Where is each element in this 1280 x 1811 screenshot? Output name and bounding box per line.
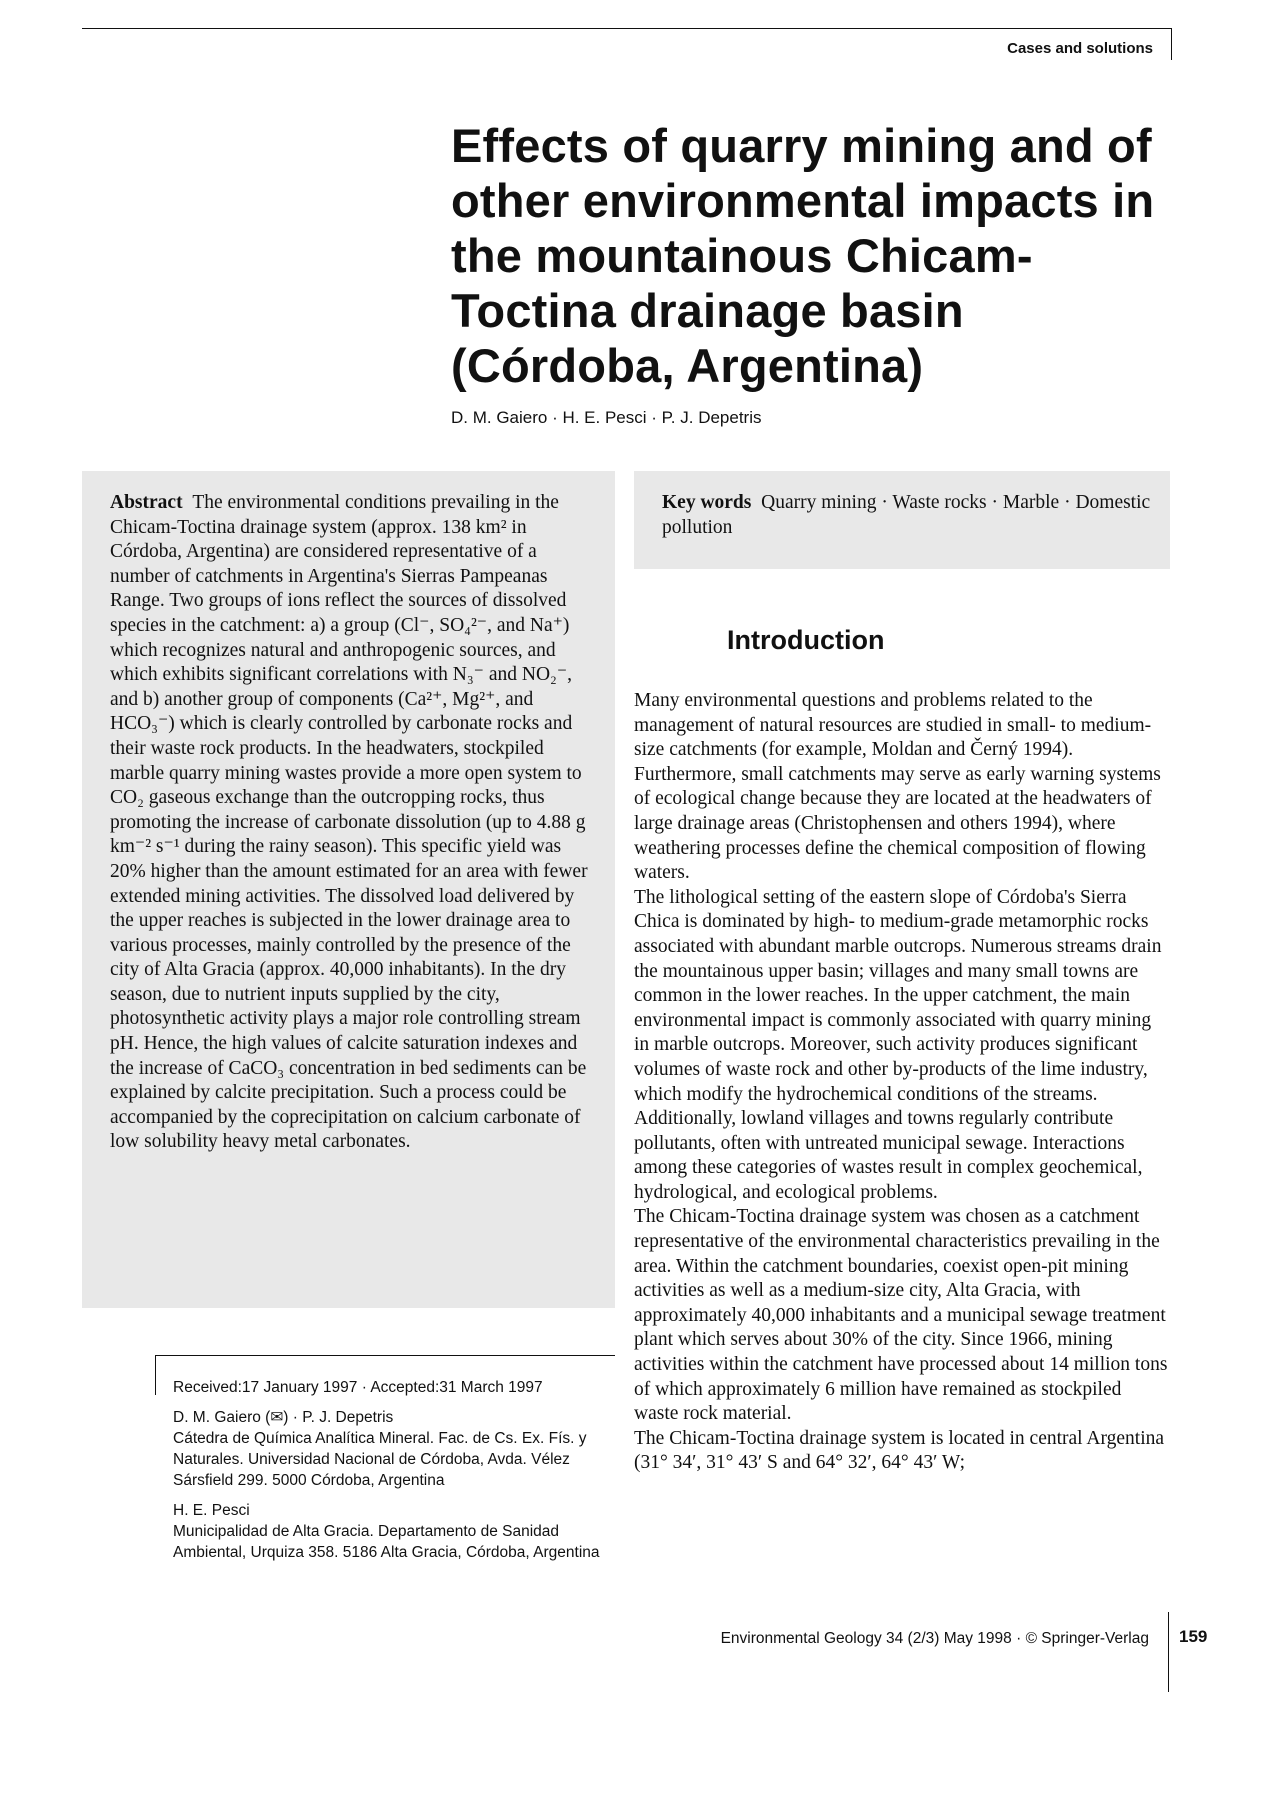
top-rule bbox=[82, 28, 1172, 29]
intro-paragraph: The Chicam-Toctina drainage system is located in central Argentina (31° 34′, 31° 43′ S and 64° 32′, 64° 43′ W; bbox=[634, 1427, 1165, 1474]
abstract-box bbox=[82, 471, 615, 1308]
introduction-body bbox=[634, 689, 1170, 1476]
abstract bbox=[110, 491, 596, 1155]
received-dates: Received:17 January 1997 · Accepted:31 March 1997 bbox=[173, 1379, 543, 1396]
intro-paragraph: Many environmental questions and problems related to the management of natural resources are studied in small- to medium-size catchments (for example, Moldan and Černý 1994). Furthermore, small catchments may serve as early warning systems of ecological change because they are located at the headwaters of large drainage areas (Christophensen and others 1994), where weathering processes define the chemical composition of flowing waters. bbox=[634, 690, 1161, 884]
intro-paragraph: The lithological setting of the eastern slope of Córdoba's Sierra Chica is dominated by high- to medium-grade metamorphic rocks associated with abundant marble outcrops. Numerous streams drain the mountainous upper basin; villages and many small towns are common in the lower reaches. In the upper catchment, the main environmental impact is commonly associated with quarry mining in marble outcrops. Moreover, such activity produces significant volumes of waste rock and other by-products of the lime industry, which modify the hydrochemical conditions of the streams. Additionally, lowland villages and towns regularly contribute pollutants, often with untreated municipal sewage. Interactions among these categories of wastes result in complex geochemical, hydrological, and ecological problems. bbox=[634, 886, 1162, 1203]
contact-address: Cátedra de Química Analítica Mineral. Fac. de Cs. Ex. Fís. y Naturales. Universidad Nacional de Córdoba, Avda. Vélez Sársfield 299. 5000 Córdoba, Argentina bbox=[173, 1430, 587, 1489]
top-corner-rule bbox=[1171, 28, 1172, 60]
footer-rule bbox=[1168, 1612, 1169, 1692]
introduction-heading: Introduction bbox=[727, 625, 885, 655]
keywords-text: Quarry mining · Waste rocks · Marble · Domestic pollution bbox=[662, 492, 1151, 538]
received-corner-rule bbox=[155, 1355, 156, 1395]
contact-name: H. E. Pesci bbox=[173, 1502, 250, 1519]
author-list: D. M. Gaiero · H. E. Pesci · P. J. Depetris bbox=[451, 408, 762, 427]
keywords bbox=[662, 491, 1152, 540]
received-block bbox=[173, 1377, 623, 1563]
received-rule bbox=[155, 1355, 615, 1356]
contact-address: Municipalidad de Alta Gracia. Departamento de Sanidad Ambiental, Urquiza 358. 5186 Alta Gracia, Córdoba, Argentina bbox=[173, 1523, 600, 1561]
intro-paragraph: The Chicam-Toctina drainage system was chosen as a catchment representative of the environmental characteristics prevailing in the area. Within the catchment boundaries, coexist open-pit mining activities as well as a medium-size city, Alta Gracia, with approximately 40,000 inhabitants and a municipal sewage treatment plant which serves about 30% of the city. Since 1966, mining activities within the catchment have processed about 14 million tons of which approximately 6 million have remained as stockpiled waste rock material. bbox=[634, 1206, 1168, 1425]
abstract-text: The environmental conditions prevailing in the Chicam-Toctina drainage system (approx. 138 km² in Córdoba, Argentina) are considered representative of a number of catchments in Argentina's Sierras Pampeanas Range. Two groups of ions reflect the sources of dissolved species in the catchment: a) a group (Cl⁻, SO₄²⁻, and Na⁺) which recognizes natural and anthropogenic sources, and which exhibits significant correlations with N₃⁻ and NO₂⁻, and b) another group of components (Ca²⁺, Mg²⁺, and HCO₃⁻) which is clearly controlled by carbonate rocks and their waste rock products. In the headwaters, stockpiled marble quarry mining wastes provide a more open system to CO₂ gaseous exchange than the outcropping rocks, thus promoting the increase of carbonate dissolution (up to 4.88 g km⁻² s⁻¹ during the rainy season). This specific yield was 20% higher than the amount estimated for an area with fewer extended mining activities. The dissolved load delivered by the upper reaches is subjected in the lower drainage area to various processes, mainly controlled by the presence of the city of Alta Gracia (approx. 40,000 inhabitants). In the dry season, due to nutrient inputs supplied by the city, photosynthetic activity plays a major role controlling stream pH. Hence, the high values of calcite saturation indexes and the increase of CaCO₃ concentration in bed sediments can be explained by calcite precipitation. Such a process could be accompanied by the coprecipitation on calcium carbonate of low solubility heavy metal carbonates. bbox=[110, 492, 588, 1153]
article-title: Effects of quarry mining and of other environmental impacts in the mountainous Chicam-Toctina drainage basin (Córdoba, Argentina) bbox=[451, 119, 1155, 392]
contact-names: D. M. Gaiero (✉) · P. J. Depetris bbox=[173, 1409, 394, 1426]
keywords-label: Key words bbox=[662, 492, 752, 513]
keywords-box bbox=[634, 471, 1170, 569]
abstract-label: Abstract bbox=[110, 492, 183, 513]
journal-citation: Environmental Geology 34 (2/3) May 1998 · © Springer-Verlag bbox=[720, 1630, 1149, 1647]
section-label: Cases and solutions bbox=[1007, 40, 1153, 57]
page-number: 159 bbox=[1179, 1627, 1208, 1646]
